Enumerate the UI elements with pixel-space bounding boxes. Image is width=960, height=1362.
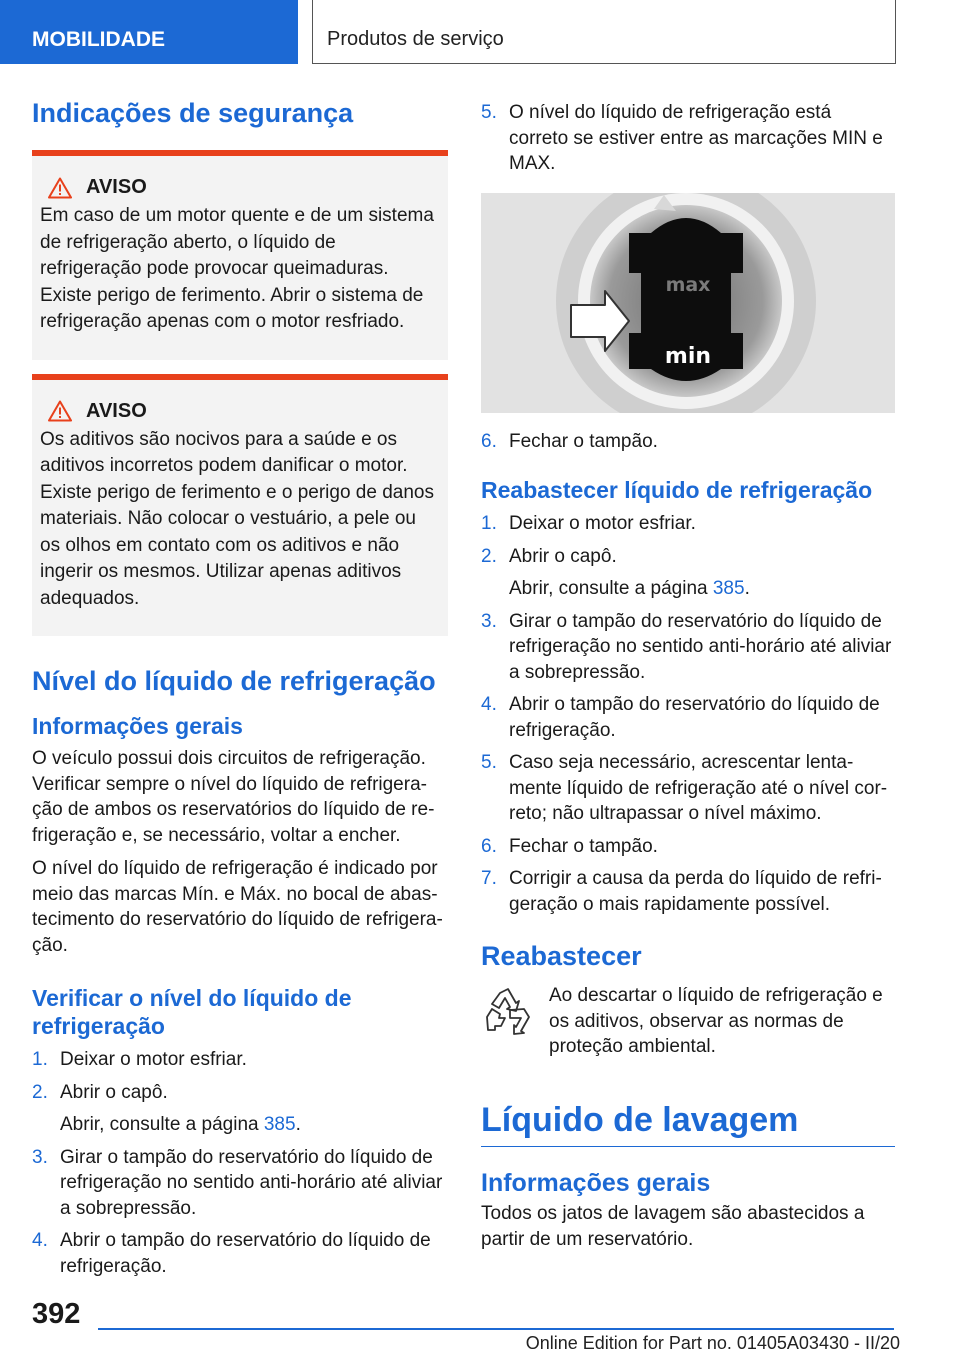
general-info-heading: Informações gerais bbox=[32, 713, 243, 739]
step-text: Abrir o capô. bbox=[509, 545, 617, 567]
list-item bbox=[481, 834, 895, 860]
right-column bbox=[481, 100, 895, 1252]
refill-steps-list bbox=[481, 511, 895, 917]
step-text-prefix: Abrir, consulte a página bbox=[60, 1114, 264, 1135]
step-text bbox=[60, 1112, 448, 1138]
check-steps-list-continued bbox=[481, 100, 895, 177]
warning-label: AVISO bbox=[86, 176, 147, 198]
step-text: Fechar o tampão. bbox=[509, 835, 658, 857]
check-steps-final bbox=[481, 429, 895, 455]
coolant-level-heading: Nível do líquido de refrigeração bbox=[32, 666, 436, 696]
step-text: Abrir o tampão do reservatório do líquido de refrigeração. bbox=[60, 1230, 431, 1277]
list-item bbox=[481, 429, 895, 455]
step-number: 4. bbox=[32, 1230, 48, 1251]
min-mark: min bbox=[664, 343, 712, 369]
step-text: Deixar o motor esfriar. bbox=[60, 1049, 247, 1070]
list-item bbox=[32, 1112, 448, 1138]
warning-label: AVISO bbox=[86, 399, 147, 422]
list-item bbox=[32, 1047, 448, 1073]
step-text-suffix: . bbox=[744, 578, 750, 599]
step-text: Girar o tampão do reservatório do líquido de refrigeração no sentido anti-horário até aliviar a sobrepressão. bbox=[60, 1146, 443, 1219]
list-item bbox=[481, 609, 895, 686]
coolant-reservoir-image bbox=[481, 193, 895, 413]
list-item bbox=[481, 544, 895, 570]
step-text bbox=[509, 576, 895, 602]
step-number: 5. bbox=[481, 752, 497, 773]
step-text-suffix: . bbox=[295, 1114, 301, 1135]
section-tab[interactable]: MOBILIDADE bbox=[0, 0, 298, 64]
page-header bbox=[0, 0, 960, 66]
disposal-note bbox=[481, 983, 895, 1060]
list-item bbox=[481, 100, 895, 177]
warning-box bbox=[32, 374, 448, 637]
coolant-cap-illustration bbox=[481, 193, 895, 413]
step-number: 6. bbox=[481, 835, 497, 857]
list-item bbox=[481, 692, 895, 743]
safety-heading: Indicações de segurança bbox=[32, 98, 354, 128]
list-item bbox=[481, 750, 895, 827]
step-text: Abrir o capô. bbox=[60, 1081, 168, 1103]
step-number bbox=[481, 576, 509, 602]
step-text: Caso seja necessário, acrescentar lentamente líquido de refrigeração até o nível correto; não ultrapassar o nível máximo. bbox=[509, 752, 888, 824]
step-number: 6. bbox=[481, 430, 497, 452]
step-number: 1. bbox=[32, 1049, 48, 1070]
step-text: O nível do líquido de refrigeração está correto se estiver entre as marcações MIN e MAX. bbox=[509, 102, 883, 174]
left-column bbox=[32, 96, 448, 1279]
general-info-paragraph: O nível do líquido de refrigeração é indicado por meio das marcas Mín. e Máx. no bocal de abastecimento do reservatório do líquido de refrigeração. bbox=[32, 858, 443, 956]
general-info-paragraph: O veículo possui dois circuitos de refrigeração. Verificar sempre o nível do líquido de refrigeração de ambos os reservatórios do líquido de refrigeração e, se necessário, voltar a encher. bbox=[32, 748, 435, 846]
washer-general-heading: Informações gerais bbox=[481, 1169, 711, 1197]
check-level-heading: Verificar o nível do líquido de refrigeração bbox=[32, 985, 352, 1039]
step-number bbox=[32, 1112, 60, 1138]
warning-text: Os aditivos são nocivos para a saúde e os aditivos incorretos podem danificar o motor. Existe perigo de ferimento e o perigo de danos materiais. Não colocar o vestuário, a pele ou os olhos em contato com os aditivos e não ingerir os mesmos. Utilizar apenas aditivos adequados. bbox=[40, 428, 434, 609]
check-steps-list bbox=[32, 1047, 448, 1279]
step-number: 5. bbox=[481, 102, 497, 123]
refill-coolant-heading: Reabastecer líquido de refrigeração bbox=[481, 477, 873, 503]
page-number: 392 bbox=[32, 1298, 81, 1330]
step-text: Deixar o motor esfriar. bbox=[509, 513, 696, 534]
edition-note: Online Edition for Part no. 01405A03430 - II/20 bbox=[525, 1333, 900, 1353]
list-item bbox=[32, 1228, 448, 1279]
step-number: 4. bbox=[481, 694, 497, 715]
max-mark: max bbox=[665, 273, 711, 296]
disposal-text: Ao descartar o líquido de refrigeração e os aditivos, observar as normas de proteção ambiental. bbox=[549, 985, 883, 1057]
step-text: Abrir o tampão do reservatório do líquido de refrigeração. bbox=[509, 694, 880, 741]
step-text: Corrigir a causa da perda do líquido de refrigeração o mais rapidamente possível. bbox=[509, 868, 882, 915]
warning-triangle-icon bbox=[48, 400, 72, 422]
footer-divider bbox=[98, 1328, 894, 1330]
list-item bbox=[481, 511, 895, 537]
step-text-prefix: Abrir, consulte a página bbox=[509, 578, 713, 599]
warning-header bbox=[40, 176, 438, 199]
step-number: 3. bbox=[32, 1146, 48, 1168]
warning-box bbox=[32, 150, 448, 360]
step-number: 1. bbox=[481, 513, 497, 534]
washer-paragraph: Todos os jatos de lavagem são abastecidos a partir de um reservatório. bbox=[481, 1203, 865, 1250]
heading-divider bbox=[481, 1146, 895, 1148]
step-number: 2. bbox=[481, 545, 497, 567]
page-link[interactable]: 385 bbox=[712, 578, 745, 599]
list-item bbox=[32, 1080, 448, 1106]
disposal-heading: Reabastecer bbox=[481, 941, 642, 971]
list-item bbox=[32, 1145, 448, 1222]
step-number: 2. bbox=[32, 1081, 48, 1103]
step-text: Fechar o tampão. bbox=[509, 430, 658, 452]
step-number: 7. bbox=[481, 868, 497, 889]
recycle-icon bbox=[483, 987, 533, 1039]
warning-header bbox=[40, 400, 438, 423]
list-item bbox=[481, 866, 895, 917]
washer-fluid-heading: Líquido de lavagem bbox=[481, 1100, 799, 1139]
warning-text: Em caso de um motor quente e de um sistema de refrigeração aberto, o líquido de refrigeração pode provocar queimaduras. Existe perigo de ferimento. Abrir o sistema de refrigeração apenas com o motor resfriado. bbox=[40, 205, 434, 332]
chapter-tab[interactable]: Produtos de serviço bbox=[312, 0, 896, 64]
page-link[interactable]: 385 bbox=[263, 1114, 296, 1135]
warning-triangle-icon bbox=[48, 177, 72, 199]
list-item bbox=[481, 576, 895, 602]
step-number: 3. bbox=[481, 610, 497, 632]
step-text: Girar o tampão do reservatório do líquido de refrigeração no sentido anti-horário até aliviar a sobrepressão. bbox=[509, 610, 892, 683]
